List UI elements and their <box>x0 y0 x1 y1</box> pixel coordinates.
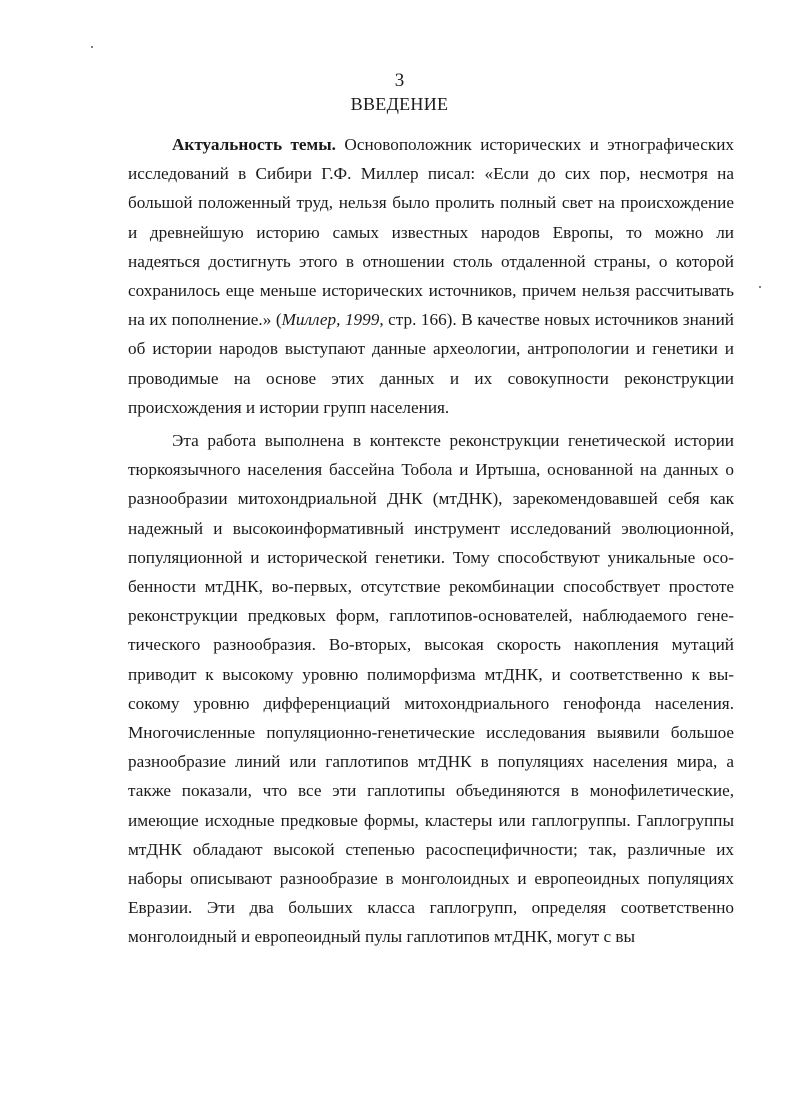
scan-speck <box>91 46 93 48</box>
paragraph-context: Эта работа выполнена в контексте реконструкции генетической истории тюркоязычного населения бассейна Тобола и Иртыша, основанной на данных о разнообразии митохондриальной ДНК (мтДНК), зарекомендовавшей себя как надежный и высокоинформативный инструмент исследований эволюционной, популяционной и исторической генетики. Тому способствуют уникальные особенности мтДНК, во-первых, отсутствие рекомбинации способствует простоте реконструкции предковых форм, гаплотипов-основателей, наблюдаемого генетического разнообразия. Во-вторых, высокая скорость накопления мутаций приводит к высокому уровню полиморфизма мтДНК, и соответственно к высокому уровню дифференциаций митохондриального генофонда населения. Многочисленные популяционно-генетические исследования выявили большое разнообразие линий или гаплотипов мтДНК в популяциях населения мира, а также показали, что все эти гаплотипы объединяются в монофилетические, имеющие исходные предковые формы, кластеры или гаплогруппы. Гаплогруппы мтДНК обладают высокой степенью расоспецифичности; так, различные их наборы описывают разнообразие в монголоидных и европеоидных популяциях Евразии. Эти два больших класса гаплогрупп, определяя соответственно монголоидный и европеоидный пулы гаплотипов мтДНК, могут с вы <box>128 431 734 947</box>
body-text <box>128 130 734 952</box>
section-heading: ВВЕДЕНИЕ <box>350 94 449 114</box>
citation-author-year: Миллер, 1999 <box>281 310 380 330</box>
paragraph-text: , стр. 166). В качестве новых источников знаний об истории народов выступают данные археологии, антропологии и генетики и проводимые на основе этих данных и их совокупности реконструкции происхождения и истории групп населения. <box>128 310 734 417</box>
page-number: 3 <box>394 70 405 91</box>
paragraph-lead: Актуальность темы. <box>172 135 336 154</box>
paragraph-relevance <box>128 130 734 422</box>
scan-speck <box>759 286 761 288</box>
paragraph-text: Основоположник исторических и этнографических исследований в Сибири Г.Ф. Миллер писал: «Если до сих пор, несмотря на большой положенный труд, нельзя было пролить полный свет на происхождение и древнейшую историю самых известных народов Европы, то можно ли надеяться достигнуть этого в отношении столь отдаленной страны, о которой сохранилось еще меньше исторических источников, причем нельзя рассчитывать на их пополнение.» ( <box>128 135 734 330</box>
